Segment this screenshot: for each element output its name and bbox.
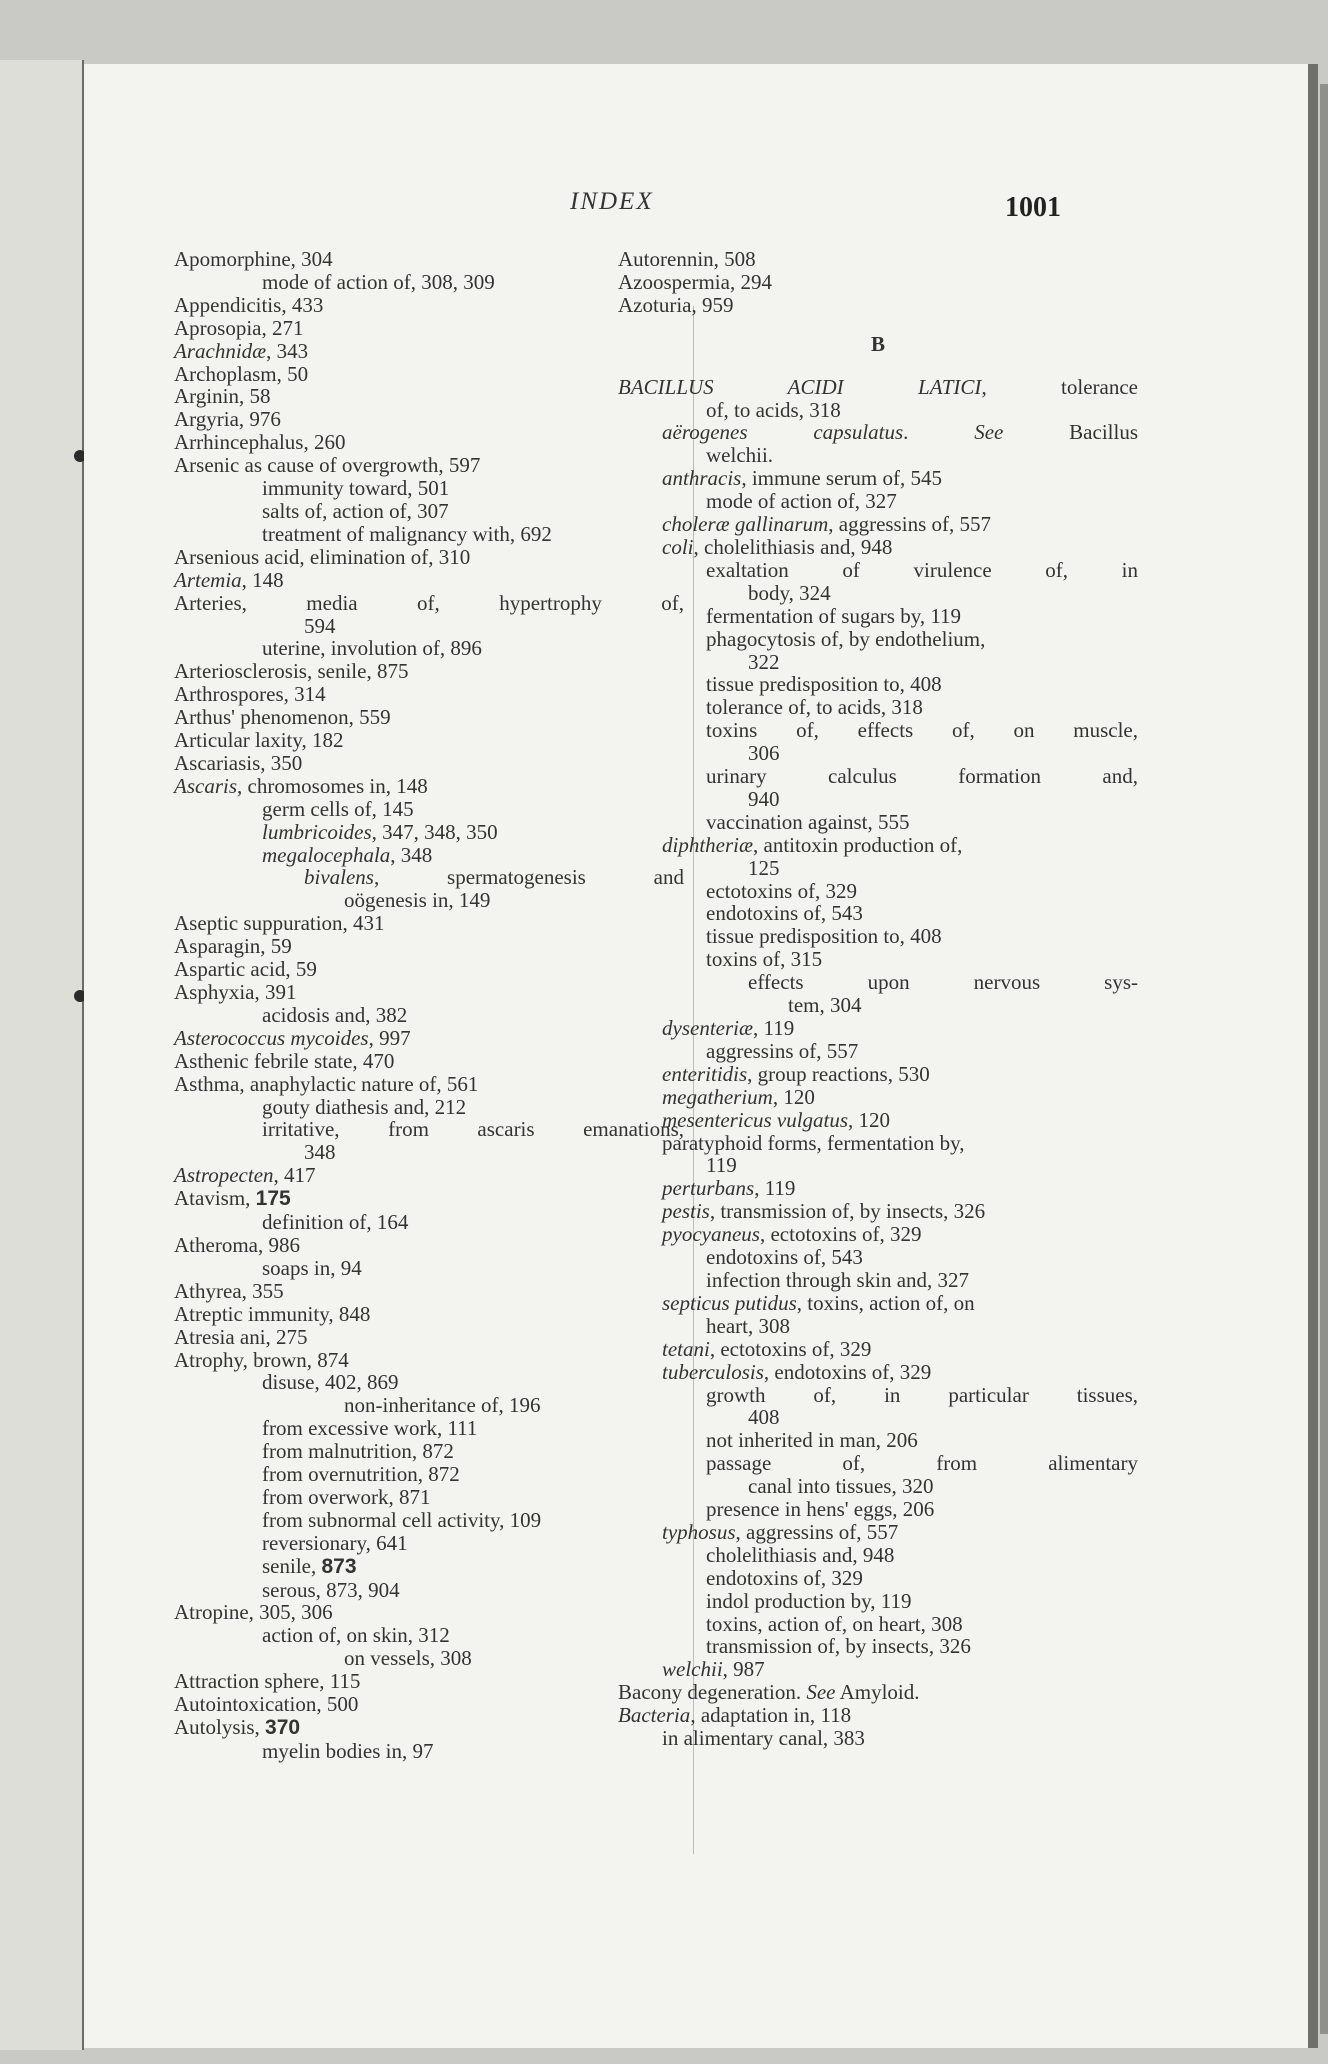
index-entry <box>174 1716 684 1740</box>
index-entry: Arthrospores, 314 <box>174 682 326 707</box>
index-subentry: presence in hens' eggs, 206 <box>706 1497 935 1522</box>
index-subentry: cholelithiasis and, 948 <box>706 1542 895 1567</box>
index-term: pyocyaneus <box>662 1222 760 1247</box>
index-locator: , spermatogenesis and <box>373 865 684 890</box>
index-entry: Argyria, 976 <box>174 407 281 432</box>
index-continuation: welchii. <box>706 443 774 468</box>
index-continuation: body, 324 <box>748 580 831 605</box>
index-term: enteritidis <box>662 1061 748 1086</box>
index-locator-bold: 175 <box>255 1187 291 1211</box>
index-subentry <box>618 1658 1138 1681</box>
index-locator: , tolerance <box>981 374 1139 399</box>
index-continuation: 348 <box>304 1140 336 1165</box>
index-subentry: paratyphoid forms, fermentation by, <box>662 1130 965 1155</box>
index-locator: , ectotoxins of, 329 <box>709 1336 872 1361</box>
index-subentry: myelin bodies in, 97 <box>262 1738 434 1763</box>
index-entry: Archoplasm, 50 <box>174 361 309 386</box>
index-subentry <box>618 467 1138 490</box>
index-subentry: disuse, 402, 869 <box>262 1370 399 1395</box>
index-subentry <box>174 844 684 867</box>
page-number: 1001 <box>1005 192 1061 223</box>
index-locator: , 119 <box>752 1016 795 1040</box>
index-continuation: canal into tissues, 320 <box>748 1474 934 1499</box>
index-entry: Arrhincephalus, 260 <box>174 430 346 455</box>
index-entry: Aprosopia, 271 <box>174 315 304 340</box>
index-subentry <box>618 1109 1138 1132</box>
index-entry: Atropine, 305, 306 <box>174 1600 333 1625</box>
index-locator: , 343 <box>266 338 309 363</box>
index-subentry: infection through skin and, 327 <box>706 1267 970 1292</box>
index-term: perturbans <box>662 1176 755 1201</box>
index-continuation: heart, 308 <box>706 1313 790 1338</box>
index-subentry: in alimentary canal, 383 <box>662 1726 865 1751</box>
index-locator: , endotoxins of, 329 <box>763 1359 932 1384</box>
index-subentry <box>174 866 684 889</box>
index-subentry: definition of, 164 <box>262 1210 409 1235</box>
index-term: lumbricoides <box>262 819 372 844</box>
index-term: typhosus <box>662 1519 736 1544</box>
index-entry: Arsenious acid, elimination of, 310 <box>174 544 471 569</box>
index-subentry: phagocytosis of, by endothelium, <box>706 626 986 651</box>
index-entry <box>174 569 684 592</box>
index-term: Autolysis, <box>174 1715 266 1739</box>
index-subentry: treatment of malignancy with, 692 <box>262 521 552 546</box>
index-subentry <box>174 821 684 844</box>
index-subentry: not inherited in man, 206 <box>706 1428 918 1453</box>
index-entry: Arginin, 58 <box>174 384 271 409</box>
index-entry <box>174 1164 684 1187</box>
index-subentry: immunity toward, 501 <box>262 476 450 501</box>
index-subentry: on vessels, 308 <box>344 1646 472 1671</box>
index-entry <box>618 1704 1138 1727</box>
index-term: Arachnidæ <box>174 338 267 363</box>
index-subentry: acidosis and, 382 <box>262 1002 408 1027</box>
index-entry <box>174 1027 684 1050</box>
index-entry: Arthus' phenomenon, 559 <box>174 705 391 730</box>
index-subentry: indol production by, 119 <box>706 1588 912 1613</box>
index-entry <box>618 376 1138 399</box>
index-entry: Azoturia, 959 <box>618 292 734 317</box>
index-subentry <box>618 1200 1138 1223</box>
index-entry: Aspartic acid, 59 <box>174 957 317 982</box>
index-entry: Asthma, anaphylactic nature of, 561 <box>174 1071 479 1096</box>
index-term: Bacteria <box>618 1703 691 1728</box>
index-locator: , 997 <box>368 1025 411 1050</box>
index-subentry: mode of action of, 308, 309 <box>262 269 495 294</box>
index-continuation: 119 <box>706 1153 737 1178</box>
index-subentry <box>618 1521 1138 1544</box>
index-locator: , ectotoxins of, 329 <box>759 1222 922 1247</box>
index-term: choleræ gallinarum <box>662 512 829 537</box>
index-entry <box>174 775 684 798</box>
index-locator: , toxins, action of, on <box>796 1290 975 1315</box>
index-locator: , immune serum of, 545 <box>741 466 942 491</box>
index-locator: , 987 <box>722 1657 765 1682</box>
index-continuation: 940 <box>748 786 780 811</box>
index-continuation: 306 <box>748 741 780 766</box>
index-subentry: vaccination against, 555 <box>706 809 910 834</box>
index-subentry: endotoxins of, 543 <box>706 1245 863 1270</box>
cross-reference-target: Bacillus <box>1003 420 1138 445</box>
index-term: tuberculosis <box>662 1359 764 1384</box>
index-entry: Atheroma, 986 <box>174 1232 300 1257</box>
index-subentry: aggressins of, 557 <box>706 1038 859 1063</box>
index-term: septicus putidus <box>662 1290 797 1315</box>
index-subentry: irritative, from ascaris emanations, <box>262 1117 684 1142</box>
index-term: coli <box>662 534 694 559</box>
index-entry: Aseptic suppuration, 431 <box>174 911 385 936</box>
index-subentry <box>618 1361 1138 1384</box>
index-entry: Autointoxication, 500 <box>174 1692 359 1717</box>
index-subentry: serous, 873, 904 <box>262 1577 400 1602</box>
index-entry: Asparagin, 59 <box>174 934 292 959</box>
index-locator: , 347, 348, 350 <box>371 819 498 844</box>
index-subentry: endotoxins of, 329 <box>706 1565 863 1590</box>
index-term: diphtheriæ <box>662 832 754 857</box>
index-subentry: uterine, involution of, 896 <box>262 636 482 661</box>
index-subentry: action of, on skin, 312 <box>262 1623 450 1648</box>
index-locator: , group reactions, 530 <box>747 1061 930 1086</box>
index-locator: , cholelithiasis and, 948 <box>693 534 893 559</box>
index-subentry: germ cells of, 145 <box>262 796 414 821</box>
index-continuation: 408 <box>748 1405 780 1430</box>
index-locator: , 120 <box>772 1084 815 1109</box>
index-subentry: tolerance of, to acids, 318 <box>706 695 923 720</box>
index-subentry <box>174 1555 684 1579</box>
index-continuation: 125 <box>748 855 780 880</box>
index-subentry <box>618 1017 1138 1040</box>
index-subentry <box>618 513 1138 536</box>
index-term: BACILLUS ACIDI LATICI <box>618 374 982 399</box>
index-subentry: transmission of, by insects, 326 <box>706 1634 971 1659</box>
index-locator-bold: 873 <box>321 1554 357 1578</box>
index-locator: , 120 <box>848 1107 891 1132</box>
index-entry: Autorennin, 508 <box>618 247 756 271</box>
index-entry: Attraction sphere, 115 <box>174 1669 361 1694</box>
index-continuation: oögenesis in, 149 <box>344 888 491 913</box>
index-locator: , transmission of, by insects, 326 <box>709 1199 986 1224</box>
index-locator: , 148 <box>241 567 284 592</box>
index-subentry: endotoxins of, 543 <box>706 901 863 926</box>
index-entry: Arsenic as cause of overgrowth, 597 <box>174 453 481 478</box>
index-entry: Apomorphine, 304 <box>174 247 333 271</box>
index-term: Artemia <box>174 567 242 592</box>
index-subentry: urinary calculus formation and, <box>706 764 1138 789</box>
index-column-left <box>174 248 684 1763</box>
index-subentry: effects upon nervous sys- <box>748 970 1138 995</box>
index-subentry: exaltation of virulence of, in <box>706 557 1138 582</box>
index-subentry: gouty diathesis and, 212 <box>262 1094 467 1119</box>
index-subentry: from malnutrition, 872 <box>262 1439 454 1464</box>
index-term: megatherium <box>662 1084 773 1109</box>
index-subentry: ectotoxins of, 329 <box>706 878 858 903</box>
facing-page-edge <box>0 60 84 2050</box>
index-locator: , aggressins of, 557 <box>735 1519 899 1544</box>
index-term: senile, <box>262 1553 322 1578</box>
index-entry: Athyrea, 355 <box>174 1278 284 1303</box>
index-locator-bold: 370 <box>265 1716 301 1739</box>
index-subentry: soaps in, 94 <box>262 1255 362 1280</box>
index-subentry: from overwork, 871 <box>262 1484 431 1509</box>
index-subentry <box>618 1177 1138 1200</box>
index-subentry <box>618 536 1138 559</box>
index-subentry <box>618 834 1138 857</box>
index-entry <box>174 340 684 363</box>
index-entry: Arteries, media of, hypertrophy of, <box>174 590 684 615</box>
index-entry: Atreptic immunity, 848 <box>174 1301 371 1326</box>
index-term: tetani <box>662 1336 710 1361</box>
running-head: INDEX <box>570 188 654 215</box>
index-subentry: non-inheritance of, 196 <box>344 1393 541 1418</box>
index-locator: , 348 <box>390 842 433 867</box>
cross-reference-target: Amyloid. <box>835 1680 920 1705</box>
index-locator: , 417 <box>273 1163 316 1188</box>
index-subentry: from subnormal cell activity, 109 <box>262 1507 542 1532</box>
index-term: aërogenes capsulatus <box>662 420 904 445</box>
index-entry: Atrophy, brown, 874 <box>174 1347 349 1372</box>
section-letter: B <box>870 331 885 356</box>
index-term: bivalens <box>304 865 374 890</box>
index-term: welchii <box>662 1657 723 1682</box>
index-entry <box>618 1681 1138 1704</box>
index-subentry: growth of, in particular tissues, <box>706 1382 1138 1407</box>
index-subentry <box>618 1338 1138 1361</box>
index-locator: , adaptation in, 118 <box>690 1703 852 1728</box>
index-column-right <box>618 248 1138 1750</box>
index-subentry: salts of, action of, 307 <box>262 498 449 523</box>
index-term: anthracis <box>662 466 742 491</box>
index-term: Ascaris <box>174 773 237 798</box>
index-locator: , aggressins of, 557 <box>828 512 991 537</box>
index-continuation: 594 <box>304 613 336 638</box>
index-subentry <box>618 1223 1138 1246</box>
index-entry: Atresia ani, 275 <box>174 1324 308 1349</box>
index-entry: Asphyxia, 391 <box>174 980 297 1004</box>
index-subentry: from overnutrition, 872 <box>262 1462 460 1487</box>
index-subentry: toxins, action of, on heart, 308 <box>706 1611 963 1636</box>
index-term: mesentericus vulgatus <box>662 1107 849 1132</box>
index-subentry: tissue predisposition to, 408 <box>706 672 942 697</box>
index-term: Asterococcus mycoides <box>174 1025 369 1050</box>
index-entry <box>174 1187 684 1211</box>
index-subentry: toxins of, 315 <box>706 947 823 972</box>
index-punct: . <box>903 420 975 445</box>
index-subentry: tissue predisposition to, 408 <box>706 924 942 949</box>
index-entry: Arteriosclerosis, senile, 875 <box>174 659 409 684</box>
index-locator: , 119 <box>754 1176 796 1201</box>
index-term: megalocephala <box>262 842 391 867</box>
index-entry: Azoospermia, 294 <box>618 269 772 294</box>
index-subentry <box>618 1063 1138 1086</box>
index-term: pestis <box>662 1199 710 1224</box>
index-locator: , chromosomes in, 148 <box>237 773 428 798</box>
index-continuation: of, to acids, 318 <box>706 397 841 422</box>
index-continuation: 322 <box>748 649 780 674</box>
index-subentry: mode of action of, 327 <box>706 489 897 514</box>
index-subentry: toxins of, effects of, on muscle, <box>706 718 1138 743</box>
index-continuation: tem, 304 <box>788 993 862 1018</box>
cross-reference-label: See <box>806 1680 836 1705</box>
index-subentry: fermentation of sugars by, 119 <box>706 603 962 628</box>
index-entry: Asthenic febrile state, 470 <box>174 1048 395 1073</box>
index-term: Bacony degeneration. <box>618 1680 807 1705</box>
index-term: dysenteriæ <box>662 1016 753 1040</box>
index-term: Astropecten <box>174 1163 274 1188</box>
index-entry: Ascariasis, 350 <box>174 750 303 775</box>
index-locator: , antitoxin production of, <box>753 832 963 857</box>
index-entry: Articular laxity, 182 <box>174 728 344 753</box>
index-term: Atavism, <box>174 1186 256 1211</box>
index-subentry <box>618 1086 1138 1109</box>
index-subentry <box>618 1292 1138 1315</box>
index-subentry: from excessive work, 111 <box>262 1416 478 1441</box>
cross-reference-label: See <box>974 420 1004 445</box>
index-subentry <box>618 421 1138 444</box>
index-subentry: reversionary, 641 <box>262 1530 408 1555</box>
index-entry: Appendicitis, 433 <box>174 292 324 317</box>
index-subentry: passage of, from alimentary <box>706 1451 1138 1476</box>
